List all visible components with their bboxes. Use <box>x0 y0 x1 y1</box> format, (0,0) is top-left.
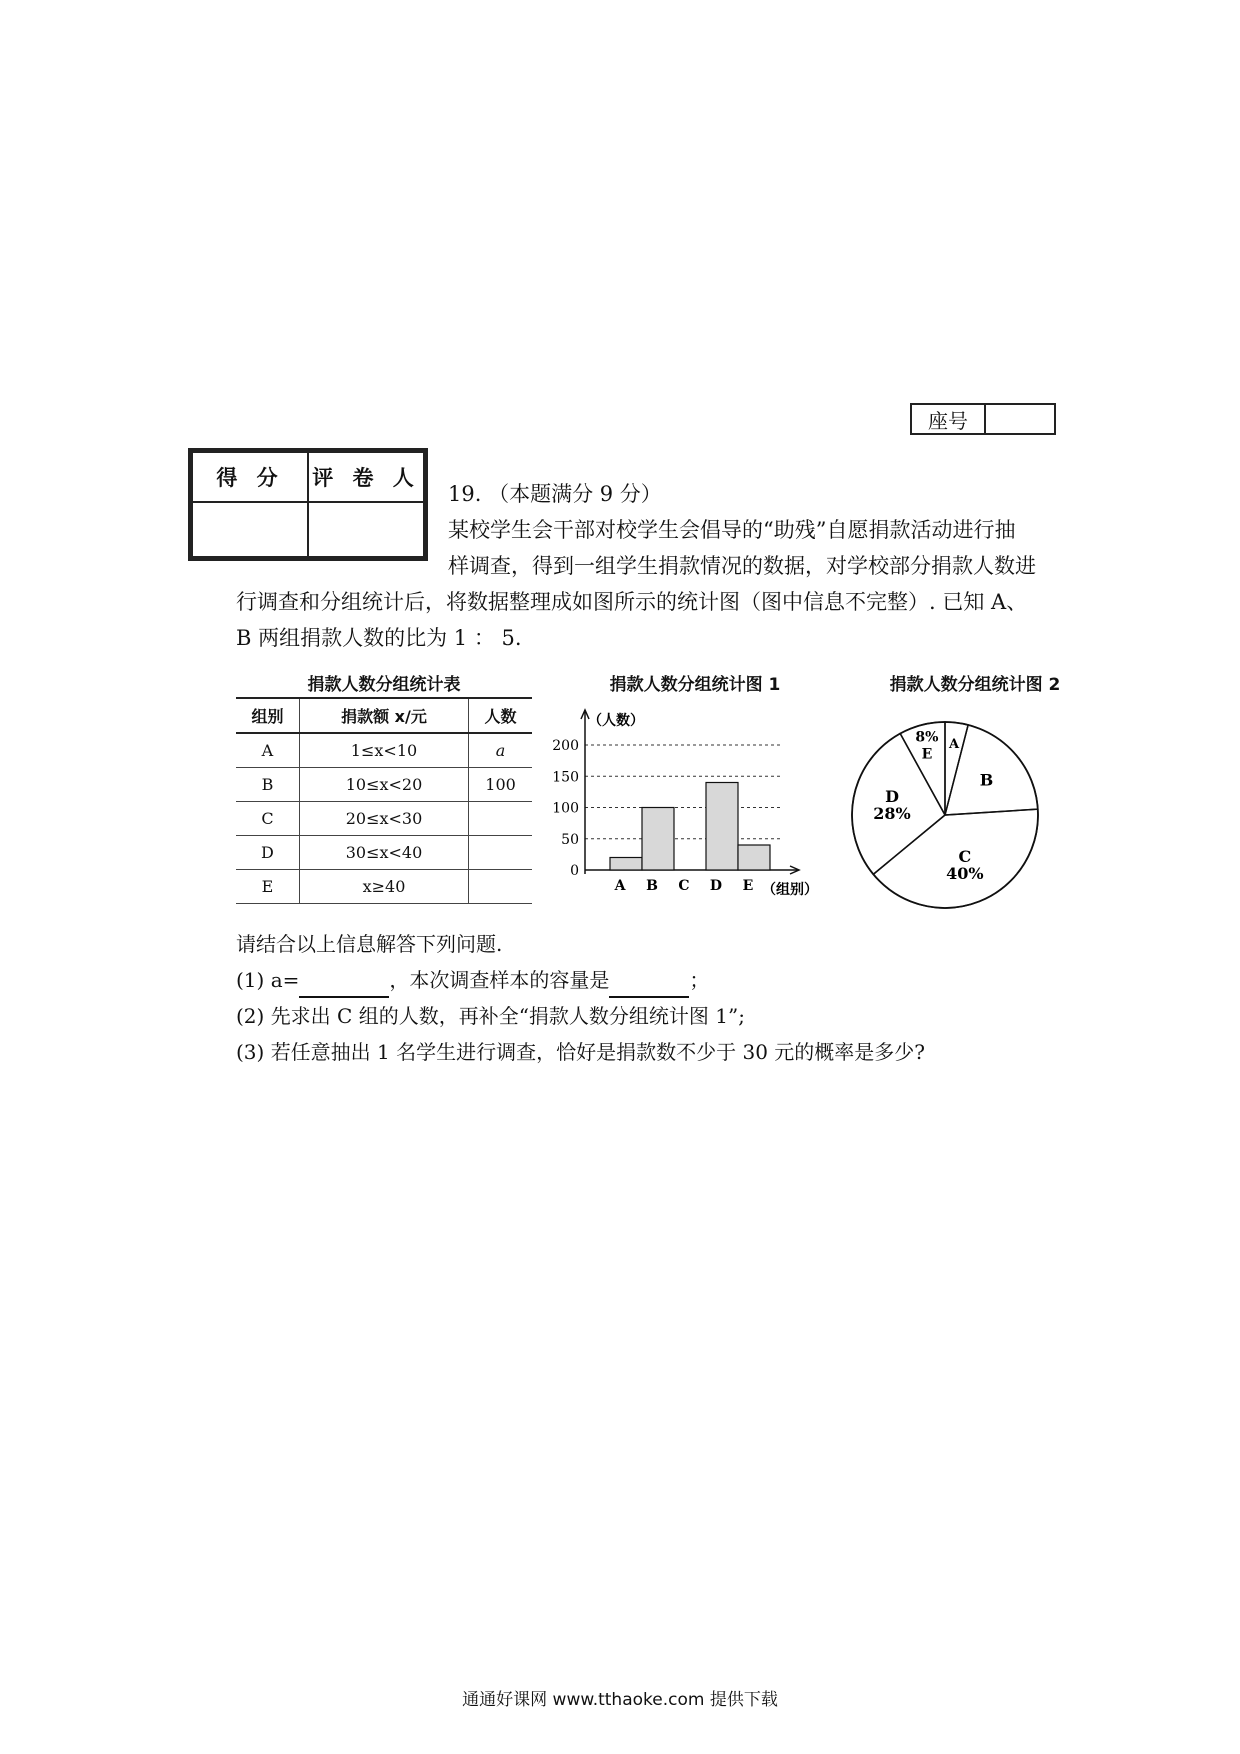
table-cell: C <box>236 802 299 836</box>
y-tick-label: 100 <box>552 800 579 817</box>
table-cell: 1≤x<10 <box>299 733 468 768</box>
pie-label-A: A <box>949 737 960 753</box>
table-cell: A <box>236 733 299 768</box>
pie-chart-title: 捐款人数分组统计图 2 <box>889 675 1061 695</box>
y-axis-label: （人数） <box>588 713 644 729</box>
prompt-text: 请结合以上信息解答下列问题. <box>236 932 503 956</box>
table-header-group: 组别 <box>236 698 299 733</box>
grader-field[interactable] <box>308 502 424 557</box>
table-header-amount: 捐款额 x/元 <box>299 698 468 733</box>
grader-label: 评 卷 人 <box>308 452 424 502</box>
score-box <box>188 448 428 561</box>
table-row <box>236 802 532 836</box>
q1-text-a: (1) a= <box>236 968 300 992</box>
bar-E <box>738 845 770 870</box>
bar-B <box>642 808 674 871</box>
seat-number-label: 座号 <box>912 405 986 433</box>
y-tick-label: 50 <box>561 831 579 848</box>
question-line-4: B 两组捐款人数的比为 1 ： 5. <box>236 626 522 650</box>
question-item-2: (2) 先求出 C 组的人数，再补全“捐款人数分组统计图 1”; <box>236 1004 745 1028</box>
seat-number-box <box>910 403 1056 435</box>
footer-text: 通通好课网 www.tthaoke.com 提供下载 <box>462 1690 778 1710</box>
pie-label-B: B <box>979 770 994 790</box>
question-header: 19. （本题满分 9 分） <box>448 482 662 506</box>
table-cell: 10≤x<20 <box>299 768 468 802</box>
table-cell <box>469 836 532 870</box>
score-field[interactable] <box>192 502 308 557</box>
table-row <box>236 836 532 870</box>
table-cell: 30≤x<40 <box>299 836 468 870</box>
table-row <box>236 733 532 768</box>
question-line-2: 样调查，得到一组学生捐款情况的数据，对学校部分捐款人数进 <box>448 554 1036 578</box>
y-tick-label: 150 <box>552 769 579 786</box>
table-cell: E <box>236 870 299 904</box>
answer-blank-a[interactable] <box>299 970 389 998</box>
table-header-count: 人数 <box>469 698 532 733</box>
x-tick-label: C <box>678 878 690 894</box>
y-tick-label: 0 <box>570 863 579 879</box>
q1-text-b: ，本次调查样本的容量是 <box>389 968 610 992</box>
seat-number-field[interactable] <box>986 405 1054 433</box>
x-tick-label: A <box>614 878 626 894</box>
bar-A <box>610 858 642 871</box>
pie-chart <box>850 720 1060 930</box>
y-tick-label: 200 <box>552 738 579 754</box>
table-cell: 20≤x<30 <box>299 802 468 836</box>
donation-table <box>236 697 532 904</box>
x-axis-label: （组别） <box>762 882 818 898</box>
table-title: 捐款人数分组统计表 <box>307 675 461 695</box>
x-tick-label: D <box>709 878 723 894</box>
x-tick-label: E <box>742 878 754 894</box>
pie-label-D: D 28% <box>873 786 911 823</box>
pie-label-C: C 40% <box>946 847 984 884</box>
table-cell: B <box>236 768 299 802</box>
question-item-3: (3) 若任意抽出 1 名学生进行调查，恰好是捐款数不少于 30 元的概率是多少? <box>236 1040 926 1064</box>
bar-D <box>706 783 738 871</box>
answer-blank-sample[interactable] <box>609 970 689 998</box>
question-line-1: 某校学生会干部对校学生会倡导的“助残”自愿捐款活动进行抽 <box>448 518 1016 542</box>
pie-label-E: 8% E <box>915 729 939 763</box>
score-label: 得 分 <box>192 452 308 502</box>
x-tick-label: B <box>646 878 658 894</box>
question-line-3: 行调查和分组统计后，将数据整理成如图所示的统计图（图中信息不完整）. 已知 A、 <box>236 590 1028 614</box>
table-cell: 100 <box>469 768 532 802</box>
table-row <box>236 870 532 904</box>
q1-text-c: ； <box>689 968 710 992</box>
table-cell <box>469 870 532 904</box>
question-item-1 <box>236 962 709 998</box>
bar-chart <box>540 695 840 905</box>
table-cell: D <box>236 836 299 870</box>
table-cell <box>469 802 532 836</box>
table-cell: a <box>469 733 532 768</box>
table-cell: x≥40 <box>299 870 468 904</box>
bar-chart-title: 捐款人数分组统计图 1 <box>609 675 781 695</box>
table-row <box>236 768 532 802</box>
